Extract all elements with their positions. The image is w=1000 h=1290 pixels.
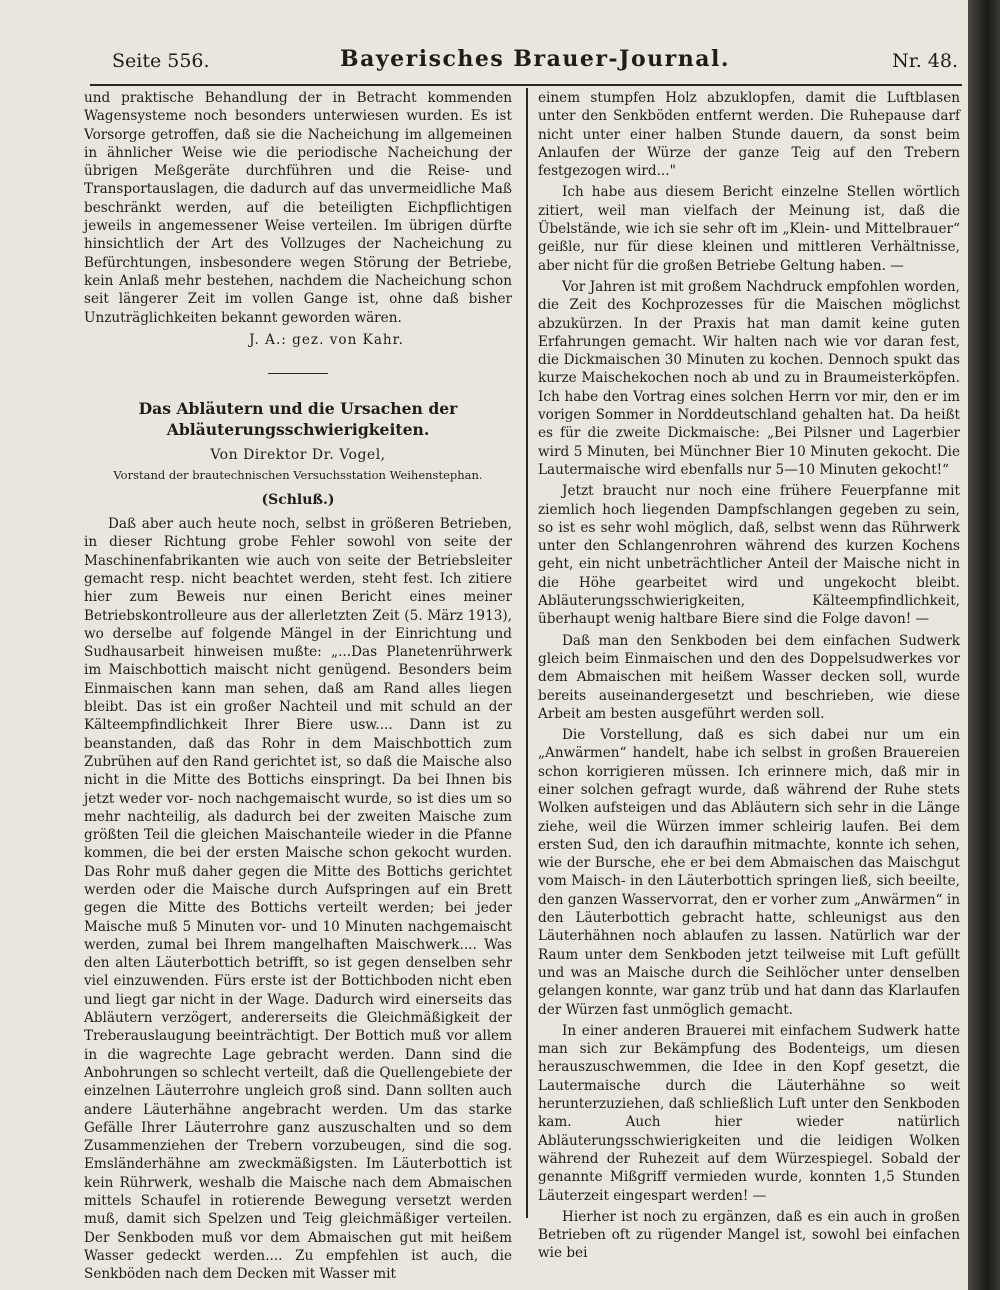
paragraph: einem stumpfen Holz abzuklopfen, damit die Luftblasen unter den Senkböden entfernt werden. Die Ruhepause darf nicht unter einer halben Stunde dauern, da sonst beim Anlaufen der Würze der ganze Teig auf den Trebern festgezogen wird..." xyxy=(538,90,960,180)
paragraph: Jetzt braucht nur noch eine frühere Feuerpfanne mit ziemlich hoch liegenden Dampfschlangen gegeben zu sein, so ist es sehr wohl möglich, daß, selbst wenn das Rührwerk unter den Schlangenrohren während des kurzen Kochens geht, ein nicht unbeträchtlicher Anteil der Maische nicht in die Höhe gearbeitet wird und ungekocht bleibt. Abläuterungsschwierigkeiten, Kälteempfindlichkeit, überhaupt wenig haltbare Biere sind die Folge davon! — xyxy=(538,483,960,628)
paragraph: und praktische Behandlung der in Betracht kommenden Wagensysteme noch besonders unterwiesen wurden. Es ist Vorsorge getroffen, daß sie die Nacheichung im allgemeinen in ähnlicher Weise wie die periodische Nacheichung der übrigen Meßgeräte durchführen und die Reise- und Transportauslagen, die dadurch auf das unvermeidliche Maß beschränkt werden, auf die beteiligten Eichpflichtigen jeweils in angemessener Weise verteilen. Im übrigen dürfte hinsichtlich der Art des Vollzuges der Nacheichung zu Befürchtungen, insbesondere wegen Störung der Betriebe, kein Anlaß mehr bestehen, nachdem die Nacheichung schon seit längerer Zeit im vollen Gange ist, ohne daß bisher Unzuträglichkeiten bekannt geworden wären. xyxy=(84,90,512,326)
signature: J. A.: gez. von Kahr. xyxy=(249,331,404,348)
section-separator xyxy=(268,373,328,374)
scan-edge xyxy=(968,0,1000,1290)
paragraph: In einer anderen Brauerei mit einfachem Sudwerk hatte man sich zur Bekämpfung des Bodenteigs, um diesen herauszuschwemmen, die Idee in den Kopf gesetzt, die Lautermaische durch die Läuterhähne so weit herunterzuziehen, daß schließlich Luft unter den Senkboden kam. Auch hier wieder natürlich Abläuterungsschwierigkeiten und die leidigen Wolken während der Ruhezeit auf dem Würzespiegel. Sobald der genannte Mißgriff vermieden wurde, konnten 1,5 Stunden Läuterzeit eingespart werden! — xyxy=(538,1022,960,1204)
issue-number: Nr. 48. xyxy=(892,50,958,72)
paragraph: Die Vorstellung, daß es sich dabei nur um ein „Anwärmen“ handelt, habe ich selbst in großen Brauereien schon korrigieren müssen. Ich erinnere mich, daß mir in einer solchen gefragt wurde, daß während der Ruhe stets Wolken aufsteigen und das Abläutern sich sehr in die Länge ziehe, weil die Würzen immer schleirig laufen. Bei dem ersten Sud, den ich daraufhin mitmachte, konnte ich sehen, wie der Bursche, ehe er bei dem Abmaischen das Maischgut vom Maisch- in den Läuterbottich springen ließ, sich beeilte, den ganzen Wasservorrat, den er vorher zum „Anwärmen“ in den Läuterbottich gebracht hatte, schleunigst aus den Läuterhähnen noch ablaufen zu lassen. Natürlich war der Raum unter dem Senkboden jetzt teilweise mit Luft gefüllt und was an Maische durch die Seihlöcher unter denselben gelangen konnte, war ganz trüb und hat dann das Klarlaufen der Würzen fast unmöglich gemacht. xyxy=(538,727,960,1018)
paragraph: Vor Jahren ist mit großem Nachdruck empfohlen worden, die Zeit des Kochprozesses für die Maischen möglichst abzukürzen. In der Praxis hat man damit keine guten Erfahrungen gemacht. Wir halten nach wie vor daran fest, die Dickmaischen 30 Minuten zu kochen. Dennoch spukt das kurze Maischekochen noch ab und zu in Braumeisterköpfen. Ich habe den Vortrag eines solchen Herrn vor mir, den er im vorigen Sommer in Norddeutschland gehalten hat. Da heißt es für die zweite Dickmaische: „Bei Pilsner und Lagerbier wird 5 Minuten, bei Münchner Bier 10 Minuten gekocht. Die Lautermaische wird ebenfalls nur 5—10 Minuten gekocht!“ xyxy=(538,278,960,478)
column-divider xyxy=(526,88,528,1218)
paragraph: Daß aber auch heute noch, selbst in größeren Betrieben, in dieser Richtung grobe Fehler sowohl von seite der Maschinenfabrikanten wie auch von seite der Betriebsleiter gemacht resp. nicht beachtet werden, steht fest. Ich zitiere hier zum Beweis nur einen Bericht eines meiner Betriebskontrolleure aus der allerletzten Zeit (5. März 1913), wo derselbe auf folgende Mängel in der Einrichtung und Sudhausarbeit hinweisen mußte: „...Das Planetenrührwerk im Maischbottich maischt nicht genügend. Besonders beim Einmaischen kann man sehen, daß am Rand alles liegen bleibt. Das ist ein großer Nachteil und mit schuld an der Kälteempfindlichkeit Ihrer Biere usw.... Dann ist zu beanstanden, daß das Rohr in dem Maischbottich zum Zubrühen auf den Rand gerichtet ist, so daß die Maische also nicht in die Mitte des Bottichs einspringt. Da bei Ihnen bis jetzt weder vor- noch nachgemaischt wurde, so ist dies um so mehr nachteilig, als dadurch bei der zweiten Maische zum größten Teil die gleichen Maischanteile wieder in die Pfanne kommen, die bei der ersten Maische schon gekocht wurden. Das Rohr muß daher gegen die Mitte des Bottichs gerichtet werden oder die Maische durch Aufspringen auf ein Brett gegen die Mitte des Bottichs verteilt werden; bei jeder Maische muß 5 Minuten vor- und 10 Minuten nachgemaischt werden, zumal bei Ihrem mangelhaften Maischwerk.... Was den alten Läuterbottich betrifft, so ist gegen denselben sehr viel einzuwenden. Fürs erste ist der Bottichboden nicht eben und liegt gar nicht in der Wage. Dadurch wird einerseits das Abläutern verzögert, andererseits die Gleichmäßigkeit der Treberauslaugung beeinträchtigt. Der Bottich muß vor allem in die wagrechte Lage gebracht werden. Dann sind die Anbohrungen so schlecht verteilt, daß die Quellengebiete der einzelnen Läuterrohre ungleich groß sind. Dann sollten auch andere Läuterhähne angebracht werden. Um das starke Gefälle Ihrer Läuterrohre ganz auszuschalten und so dem Zusammenziehen der Trebern vorzubeugen, sind die sog. Emsländerhähne am zweckmäßigsten. Im Läuterbottich ist kein Rührwerk, weshalb die Maische nach dem Abmaischen mittels Schaufel in rotierende Bewegung versetzt werden muß, damit sich Spelzen und Teig gleichmäßiger verteilen. Der Senkboden muß vor dem Abmaischen gut mit heißem Wasser gedeckt werden.... Zu empfehlen ist auch, die Senkböden nach dem Decken mit Wasser mit xyxy=(84,516,512,1283)
page-number: Seite 556. xyxy=(112,50,210,72)
continuation-note: (Schluß.) xyxy=(261,491,335,508)
right-column xyxy=(538,89,960,1263)
article-title: Das Abläutern und die Ursachen der Abläuterungsschwierigkeiten. xyxy=(138,399,458,440)
paragraph: Ich habe aus diesem Bericht einzelne Stellen wörtlich zitiert, weil man vielfach der Meinung ist, daß die Übelstände, wie ich sie sehr oft im „Klein- und Mittelbrauer“ geißle, nur für diese kleinen und mittleren Verhältnisse, aber nicht für die großen Betriebe Geltung haben. — xyxy=(538,184,960,274)
header-rule xyxy=(90,84,962,86)
paragraph: Daß man den Senkboden bei dem einfachen Sudwerk gleich beim Einmaischen und den des Doppelsudwerkes vor dem Abmaischen mit heißem Wasser decken soll, wurde bereits auseinandergesetzt und beschrieben, wie diese Arbeit am besten ausgeführt werden soll. xyxy=(538,632,960,722)
page-header xyxy=(112,46,958,82)
left-column xyxy=(84,89,512,1284)
paragraph: Hierher ist noch zu ergänzen, daß es ein auch in großen Betrieben oft zu rügender Mangel ist, sowohl bei einfachen wie bei xyxy=(538,1208,960,1262)
journal-title: Bayerisches Brauer-Journal. xyxy=(340,46,730,72)
author-affiliation: Vorstand der brautechnischen Versuchsstation Weihenstephan. xyxy=(113,468,483,483)
article-author: Von Direktor Dr. Vogel, xyxy=(210,447,386,464)
